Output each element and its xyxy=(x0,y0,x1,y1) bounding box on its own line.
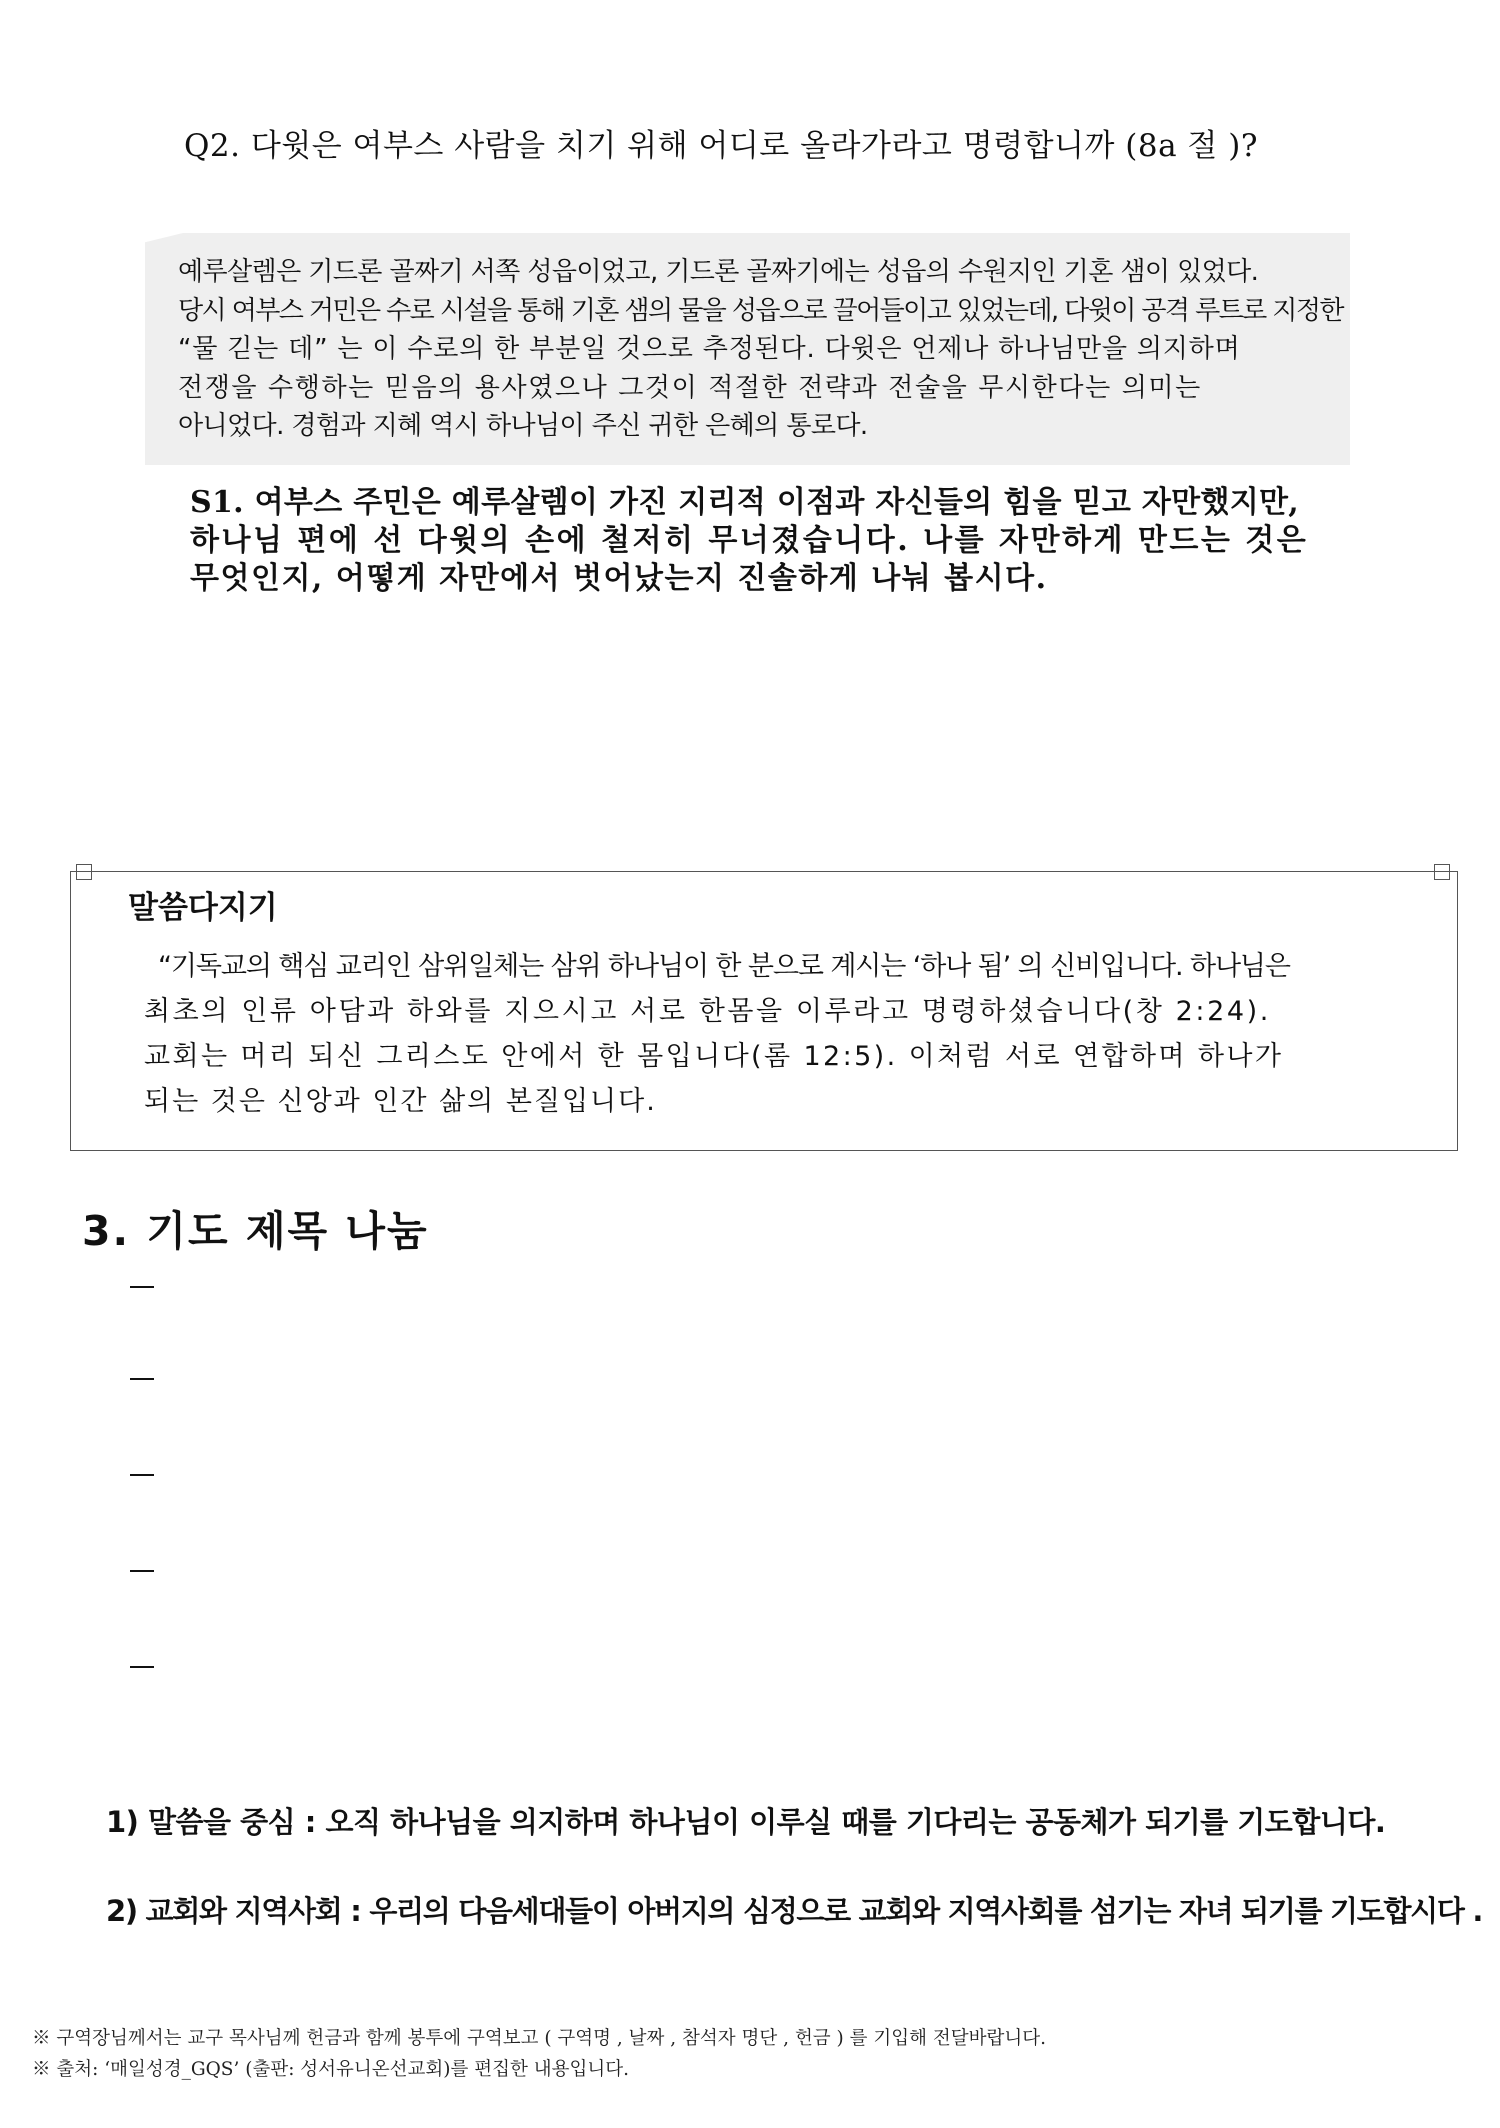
word-line: 최초의 인류 아담과 하와를 지으시고 서로 한몸을 이루라고 명령하셨습니다(창 2:24). xyxy=(144,996,1271,1027)
commentary-text xyxy=(178,253,1343,446)
word-section-body xyxy=(144,944,1406,1124)
footnote: ※ 구역장님께서는 교구 목사님께 헌금과 함께 봉투에 구역보고 ( 구역명 , 날짜 , 참석자 명단 , 헌금 ) 를 기입해 전달바랍니다. xyxy=(32,2028,1047,2049)
sharing-line: 하나님 편에 선 다윗의 손에 철저히 무너졌습니다. 나를 자만하게 만드는 것은 xyxy=(190,523,1309,558)
commentary-line: 예루살렘은 기드론 골짜기 서쪽 성읍이었고, 기드론 골짜기에는 성읍의 수원지인 기혼 샘이 있었다. xyxy=(178,257,1259,287)
word-section-title: 말씀다지기 xyxy=(128,890,278,926)
sharing-line: 무엇인지, 어떻게 자만에서 벗어났는지 진솔하게 나눠 봅시다. xyxy=(190,561,1048,596)
frame-corner-ornament xyxy=(76,864,92,880)
question-q2: Q2. 다윗은 여부스 사람을 치기 위해 어디로 올라가라고 명령합니까 (8a 절 )? xyxy=(184,128,1258,164)
prayer-blank-dash xyxy=(130,1286,154,1288)
commentary-line: 당시 여부스 거민은 수로 시설을 통해 기혼 샘의 물을 성읍으로 끌어들이고 있었는데, 다윗이 공격 루트로 지정한 xyxy=(178,295,1343,326)
word-line: “기독교의 핵심 교리인 삼위일체는 삼위 하나님이 한 분으로 계시는 ‘하나 됨’ 의 신비입니다. 하나님은 xyxy=(158,951,1290,982)
prayer-section-title: 3. 기도 제목 나눔 xyxy=(82,1207,429,1255)
prayer-blank-dash xyxy=(130,1474,154,1476)
prayer-blank-dash xyxy=(130,1570,154,1572)
commentary-line: 전쟁을 수행하는 믿음의 용사였으나 그것이 적절한 전략과 전술을 무시한다는 의미는 xyxy=(178,372,1202,403)
sharing-question-s1 xyxy=(190,484,1350,598)
sharing-line: S1. 여부스 주민은 예루살렘이 가진 지리적 이점과 자신들의 힘을 믿고 자만했지만, xyxy=(190,485,1300,520)
commentary-line: “물 긷는 데” 는 이 수로의 한 부분일 것으로 추정된다. 다윗은 언제나 하나님만을 의지하며 xyxy=(178,334,1241,364)
prayer-blank-dash xyxy=(130,1666,154,1668)
prayer-item: 1) 말씀을 중심 : 오직 하나님을 의지하며 하나님이 이루실 때를 기다리는 공동체가 되기를 기도합니다. xyxy=(106,1805,1386,1839)
prayer-item: 2) 교회와 지역사회 : 우리의 다음세대들이 아버지의 심정으로 교회와 지역사회를 섬기는 자녀 되기를 기도합시다 . xyxy=(106,1894,1483,1928)
frame-corner-ornament xyxy=(1434,864,1450,880)
word-line: 교회는 머리 되신 그리스도 안에서 한 몸입니다(롬 12:5). 이처럼 서로 연합하며 하나가 xyxy=(144,1041,1284,1072)
word-line: 되는 것은 신앙과 인간 삶의 본질입니다. xyxy=(144,1086,657,1117)
prayer-blank-dash xyxy=(130,1378,154,1380)
footnote: ※ 출처: ‘매일성경_GQS’ (출판: 성서유니온선교회)를 편집한 내용입니다. xyxy=(32,2059,629,2080)
commentary-line: 아니었다. 경험과 지혜 역시 하나님이 주신 귀한 은혜의 통로다. xyxy=(178,411,868,441)
